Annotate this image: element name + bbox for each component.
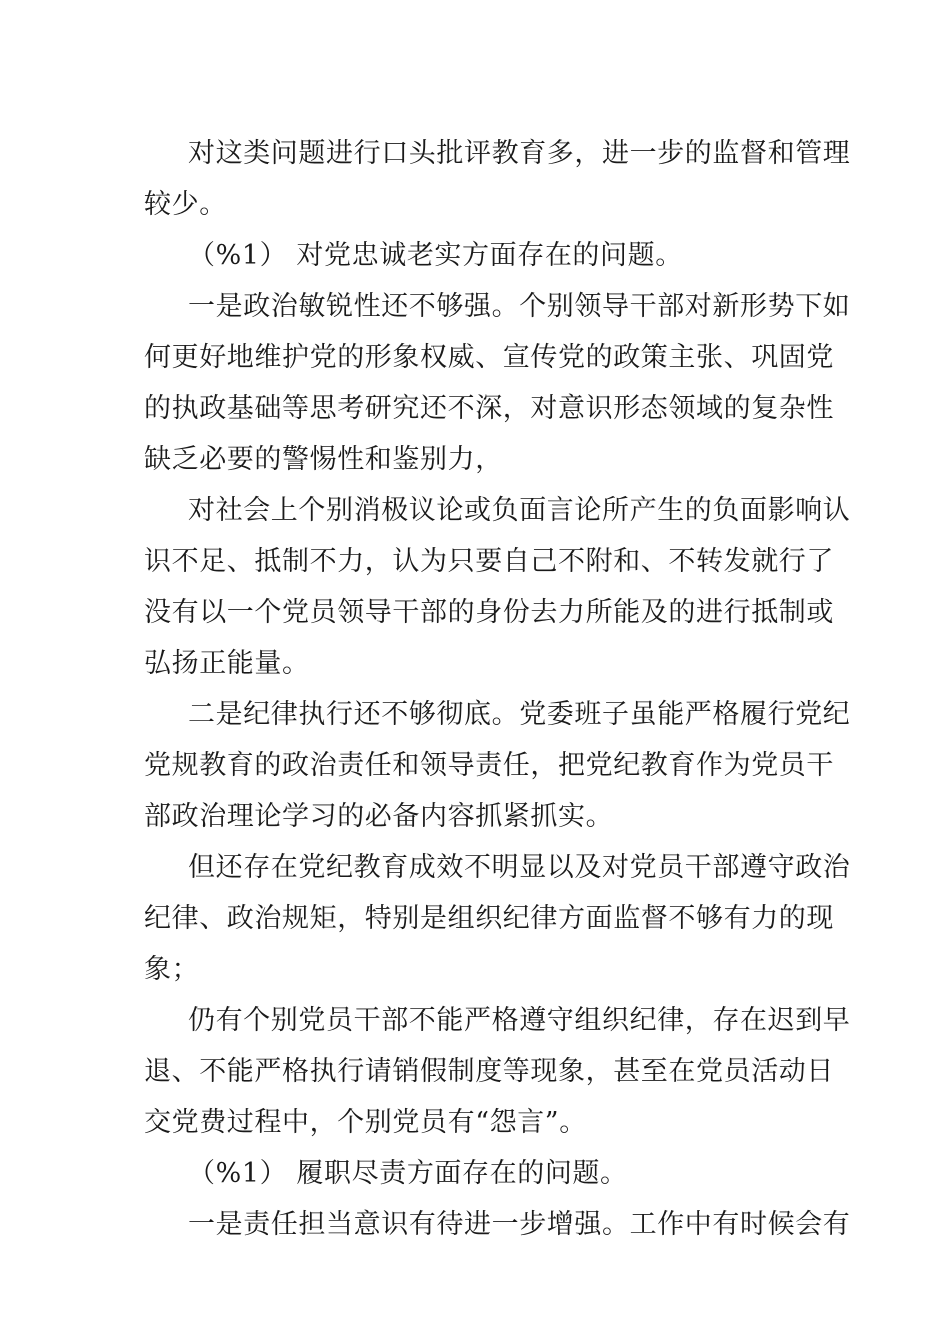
- text-line: 一是政治敏锐性还不够强。个别领导干部对新形势下如: [188, 291, 851, 322]
- text-line: 的执政基础等思考研究还不深，对意识形态领域的复杂性: [144, 393, 834, 424]
- text-line: 退、不能严格执行请销假制度等现象，甚至在党员活动日: [144, 1056, 834, 1087]
- text-line: 没有以一个党员领导干部的身份去力所能及的进行抵制或: [144, 597, 834, 628]
- text-line: 二是纪律执行还不够彻底。党委班子虽能严格履行党纪: [188, 699, 851, 730]
- text-line: 仍有个别党员干部不能严格遵守组织纪律，存在迟到早: [188, 1005, 851, 1036]
- text-line: 识不足、抵制不力，认为只要自己不附和、不转发就行了: [144, 546, 834, 577]
- text-line: 象；: [144, 954, 200, 985]
- text-line: 党规教育的政治责任和领导责任，把党纪教育作为党员干: [144, 750, 834, 781]
- text-line: 交党费过程中，个别党员有“怨言”。: [144, 1107, 587, 1138]
- text-line: 较少。: [144, 189, 227, 220]
- text-line: 缺乏必要的警惕性和鉴别力，: [144, 444, 503, 475]
- paragraph-4: [144, 485, 851, 689]
- paragraph-5: [144, 689, 851, 842]
- text-line: 纪律、政治规矩，特别是组织纪律方面监督不够有力的现: [144, 903, 834, 934]
- text-line: 一是责任担当意识有待进一步增强。工作中有时候会有: [188, 1209, 851, 1240]
- document-body: [144, 128, 851, 1250]
- text-line: 何更好地维护党的形象权威、宣传党的政策主张、巩固党: [144, 342, 834, 373]
- paragraph-9: [144, 1199, 851, 1250]
- text-line: 对这类问题进行口头批评教育多，进一步的监督和管理: [188, 138, 851, 169]
- section-heading-duty: [144, 1148, 808, 1199]
- paragraph-3: [144, 281, 851, 485]
- paragraph-6: [144, 842, 851, 995]
- section-heading-loyalty: [144, 230, 808, 281]
- text-line: 弘扬正能量。: [144, 648, 310, 679]
- text-line: 部政治理论学习的必备内容抓紧抓实。: [144, 801, 614, 832]
- paragraph-1: [144, 128, 851, 230]
- text-line: （%1） 对党忠诚老实方面存在的问题。: [188, 240, 683, 271]
- text-line: 对社会上个别消极议论或负面言论所产生的负面影响认: [188, 495, 851, 526]
- text-line: 但还存在党纪教育成效不明显以及对党员干部遵守政治: [188, 852, 851, 883]
- text-line: （%1） 履职尽责方面存在的问题。: [188, 1158, 628, 1189]
- paragraph-7: [144, 995, 851, 1148]
